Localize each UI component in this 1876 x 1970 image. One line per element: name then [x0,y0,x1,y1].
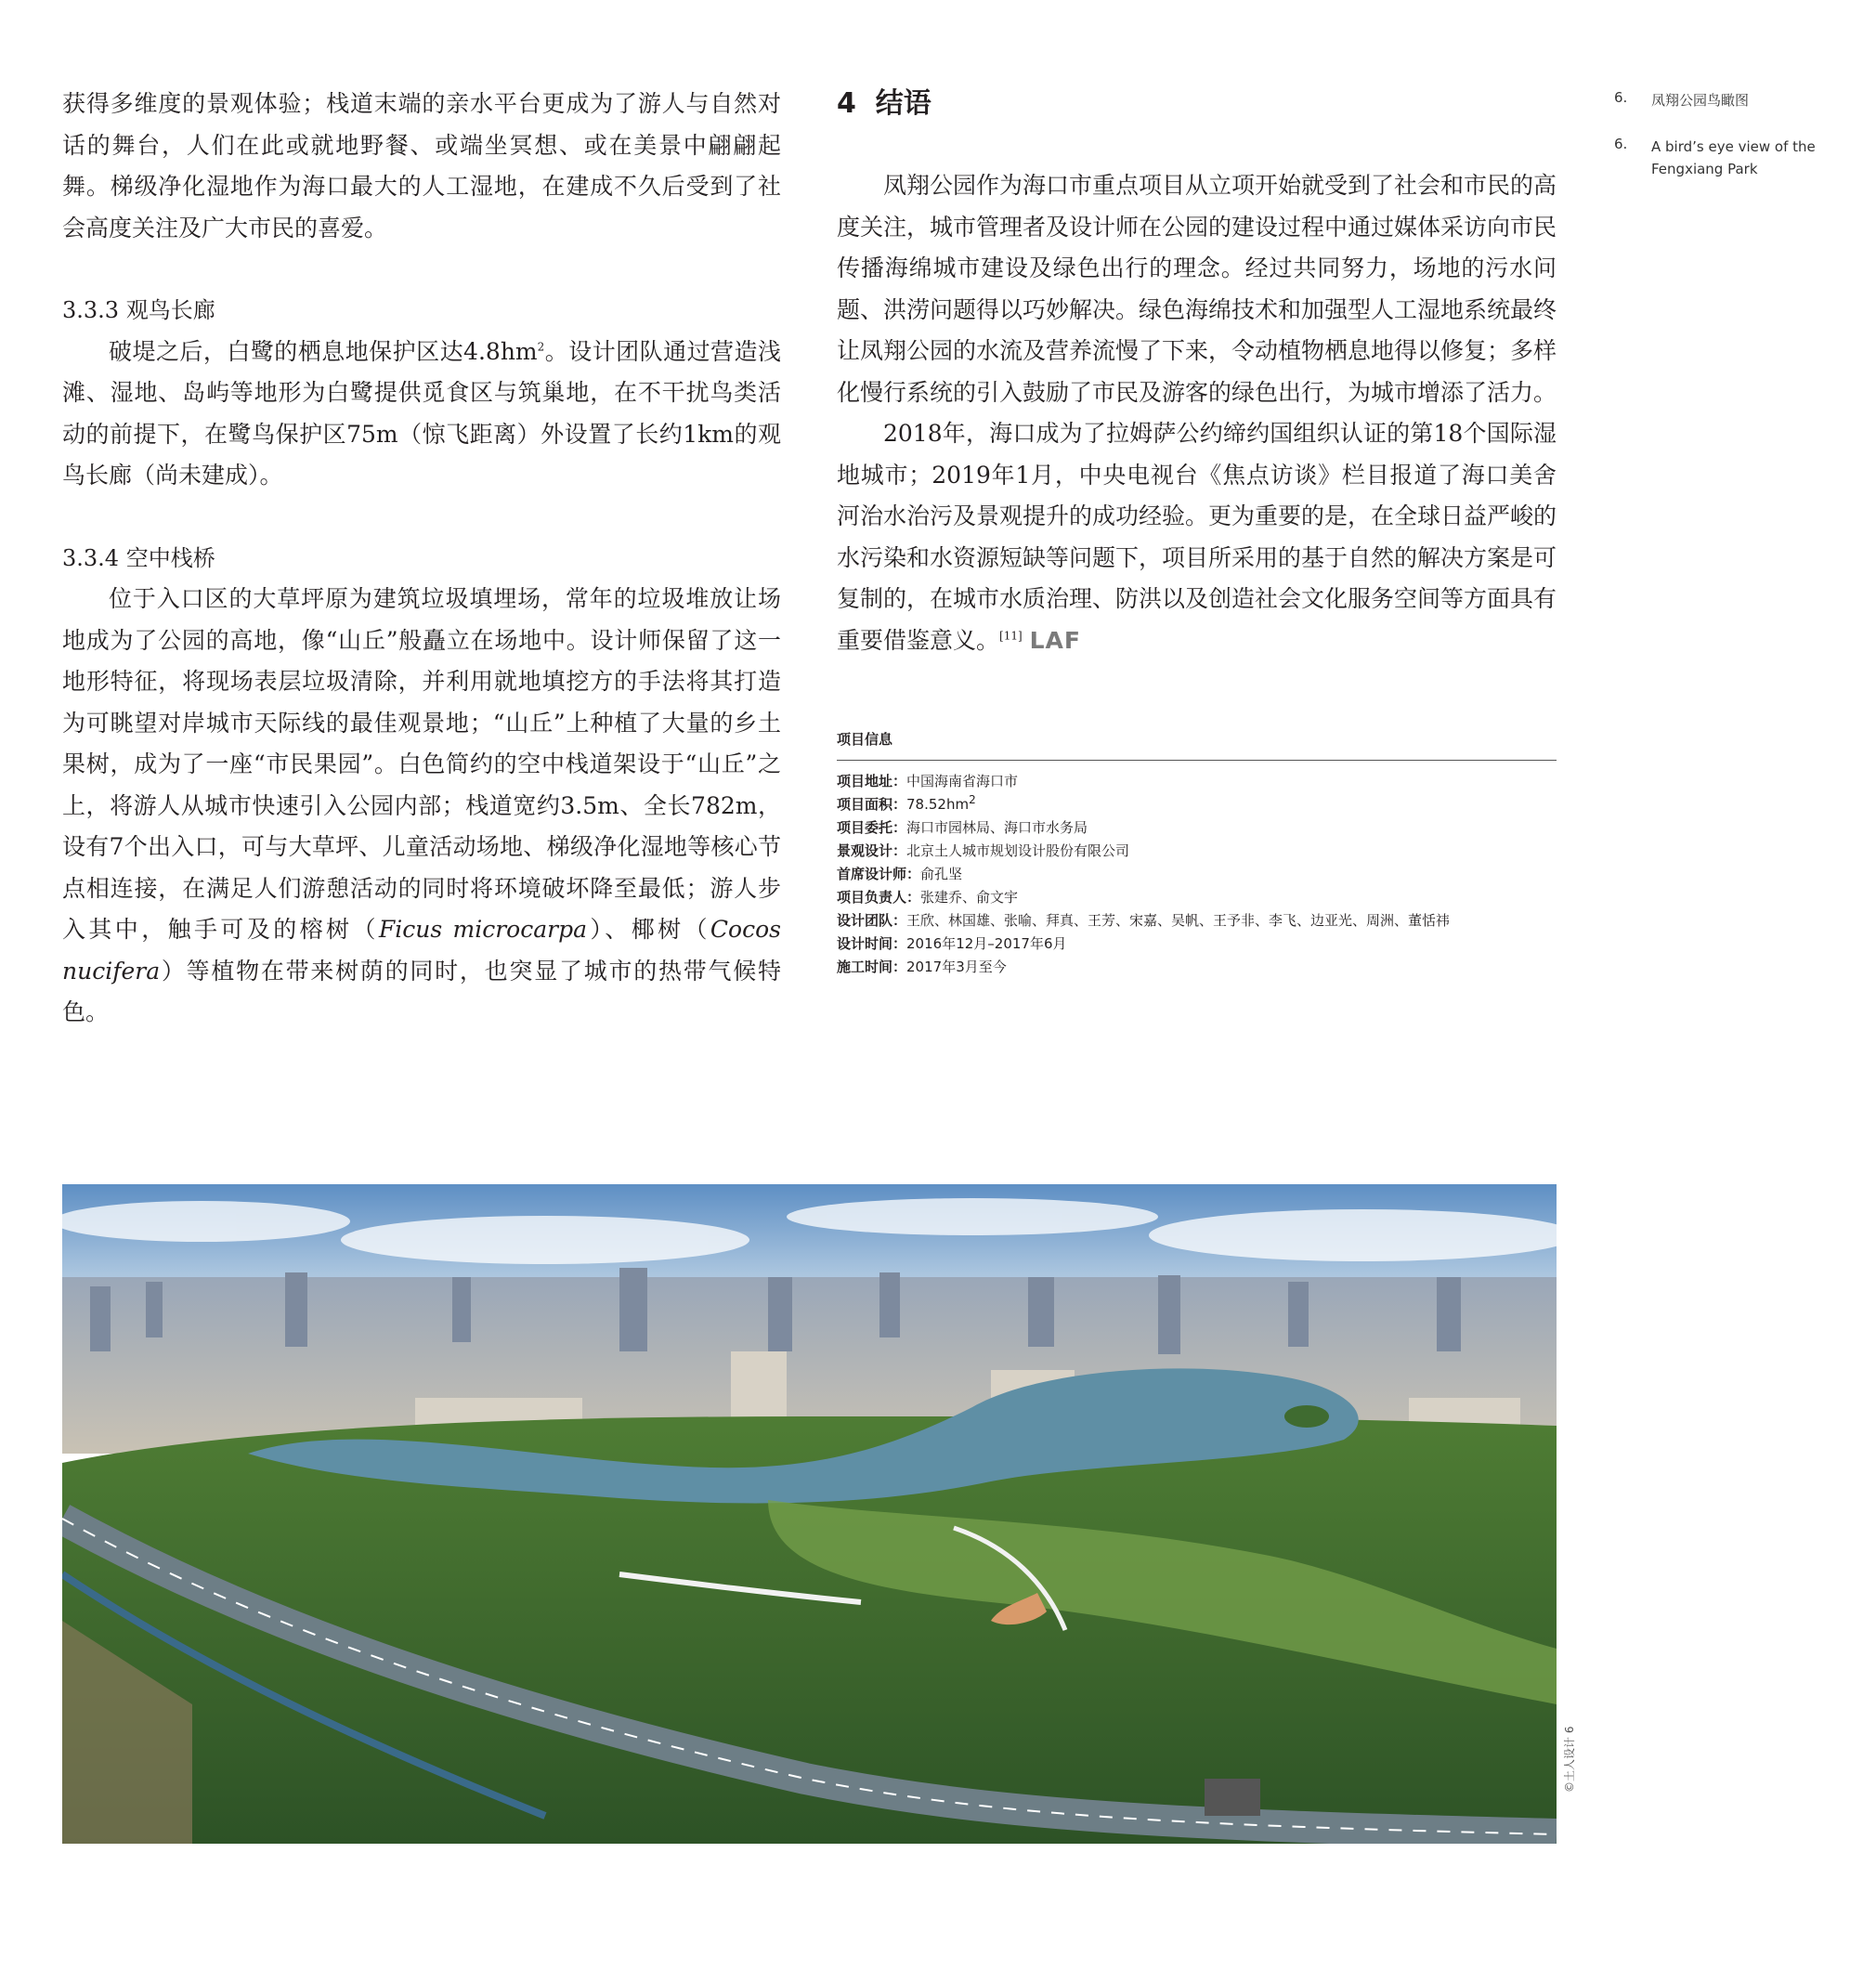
project-info-rows [837,770,1557,979]
middle-column [837,84,1557,661]
section-title-conclusion: 4 结语 [837,87,931,120]
project-info-value: 中国海南省海口市 [906,773,1019,789]
latin-name-cocos: Cocos nucifera [62,916,781,985]
project-info-value: 俞孔坚 [920,866,963,882]
project-info-key: 设计团队： [837,912,907,929]
project-info-value: 张建乔、俞文宇 [920,889,1019,906]
project-info-key: 项目负责人： [837,889,921,906]
project-info-key: 施工时间： [837,959,907,975]
laf-end-mark: LAF [1029,626,1081,654]
project-info-row: 项目面积：$78.52hm^2$ [837,793,976,813]
project-info-key: 项目地址： [837,773,907,789]
latin-name-ficus: Ficus microcarpa [378,916,587,943]
project-info-row [837,956,1557,979]
caption-number: 6. [1614,89,1628,106]
project-info-key: 景观设计： [837,842,907,859]
project-info-row [837,816,1557,840]
project-info-key: 项目面积： [837,796,907,813]
project-info-box [837,729,1557,979]
caption-number: 6. [1614,136,1628,152]
reference-mark: [11] [999,629,1023,643]
aerial-photo-fengxiang-park [62,1184,1557,1844]
section-heading-334: 3.3.4 空中栈桥 [62,544,215,571]
photo-credit: ©土人设计 6 [1563,1726,1576,1793]
caption-cn [1614,89,1856,111]
caption-en [1614,136,1865,182]
section-heading-333: 3.3.3 观鸟长廊 [62,297,215,323]
conclusion-paragraph-2: 2018年，海口成为了拉姆萨公约缔约国组织认证的第18个国际湿地城市；2019年1月，中央电视台《焦点访谈》栏目报道了海口美舍河治水治污及景观提升的成功经验。更为重要的是，在全球日益严峻的水污染和水资源短缺等问题下，项目所采用的基于自然的解决方案是可复制的，在城市水质治理、防洪以及创造社会文化服务空间等方面具有重要借鉴意义。[11] LAF [837,420,1557,654]
project-info-row [837,863,1557,886]
project-info-value: 海口市园林局、海口市水务局 [906,819,1088,836]
project-info-row [837,886,1557,909]
caption-en-text: A bird’s eye view of the Fengxiang Park [1651,138,1816,177]
project-info-key: 首席设计师： [837,866,921,882]
intro-paragraph: 获得多维度的景观体验；栈道末端的亲水平台更成为了游人与自然对话的舞台，人们在此或就地野餐、或端坐冥想、或在美景中翩翩起舞。梯级净化湿地作为海口最大的人工湿地，在建成不久后受到了社会高度关注及广大市民的喜爱。 [62,90,781,241]
project-info-value: 王欣、林国雄、张喻、拜真、王芳、宋嘉、吴帆、王予非、李飞、边亚光、周洲、董恬祎 [906,912,1451,929]
project-info-value: 2017年3月至今 [906,959,1007,975]
project-info-row [837,840,1557,863]
project-info-value: 2016年12月–2017年6月 [906,935,1067,952]
project-info-key: 设计时间： [837,935,907,952]
conclusion-paragraph-1: 凤翔公园作为海口市重点项目从立项开始就受到了社会和市民的高度关注，城市管理者及设计师在公园的建设过程中通过媒体采访向市民传播海绵城市建设及绿色出行的理念。经过共同努力，场地的污水问题、洪涝问题得以巧妙解决。绿色海绵技术和加强型人工湿地系统最终让凤翔公园的水流及营养流慢了下来，令动植物栖息地得以修复；多样化慢行系统的引入鼓励了市民及游客的绿色出行，为城市增添了活力。 [837,172,1557,406]
project-info-key: 项目委托： [837,819,907,836]
left-column [62,84,781,1034]
aerial-photo-illustration [62,1184,1557,1844]
project-info-row [837,909,1557,933]
project-info-value: 北京土人城市规划设计股份有限公司 [906,842,1130,859]
project-info-value: 78.52hm [906,796,970,813]
section-333-paragraph: 破堤之后，白鹭的栖息地保护区达$4.8hm^2$。设计团队通过营造浅滩、湿地、岛屿等地形为白鹭提供觅食区与筑巢地，在不干扰鸟类活动的前提下，在鹭鸟保护区75m（惊飞距离）外设置了长约1km的观鸟长廊（尚未建成）。 [62,337,781,489]
project-info-row [837,933,1557,956]
project-info-divider [837,760,1557,761]
caption-cn-text: 凤翔公园鸟瞰图 [1651,92,1750,109]
project-info-title: 项目信息 [837,731,893,748]
project-info-row [837,770,1557,793]
section-334-paragraph: 位于入口区的大草坪原为建筑垃圾填埋场，常年的垃圾堆放让场地成为了公园的高地，像“山丘”般矗立在场地中。设计师保留了这一地形特征，将现场表层垃圾清除，并利用就地填挖方的手法将其打造为可眺望对岸城市天际线的最佳观景地；“山丘”上种植了大量的乡土果树，成为了一座“市民果园”。白色简约的空中栈道架设于“山丘”之上，将游人从城市快速引入公园内部；栈道宽约3.5m、全长782m，设有7个出入口，可与大草坪、儿童活动场地、梯级净化湿地等核心节点相连接，在满足人们游憩活动的同时将环境破坏降至最低；游人步入其中，触手可及的榕树（Ficus microcarpa）、椰树（Cocos nucifera）等植物在带来树荫的同时，也突显了城市的热带气候特色。 [62,585,781,1025]
